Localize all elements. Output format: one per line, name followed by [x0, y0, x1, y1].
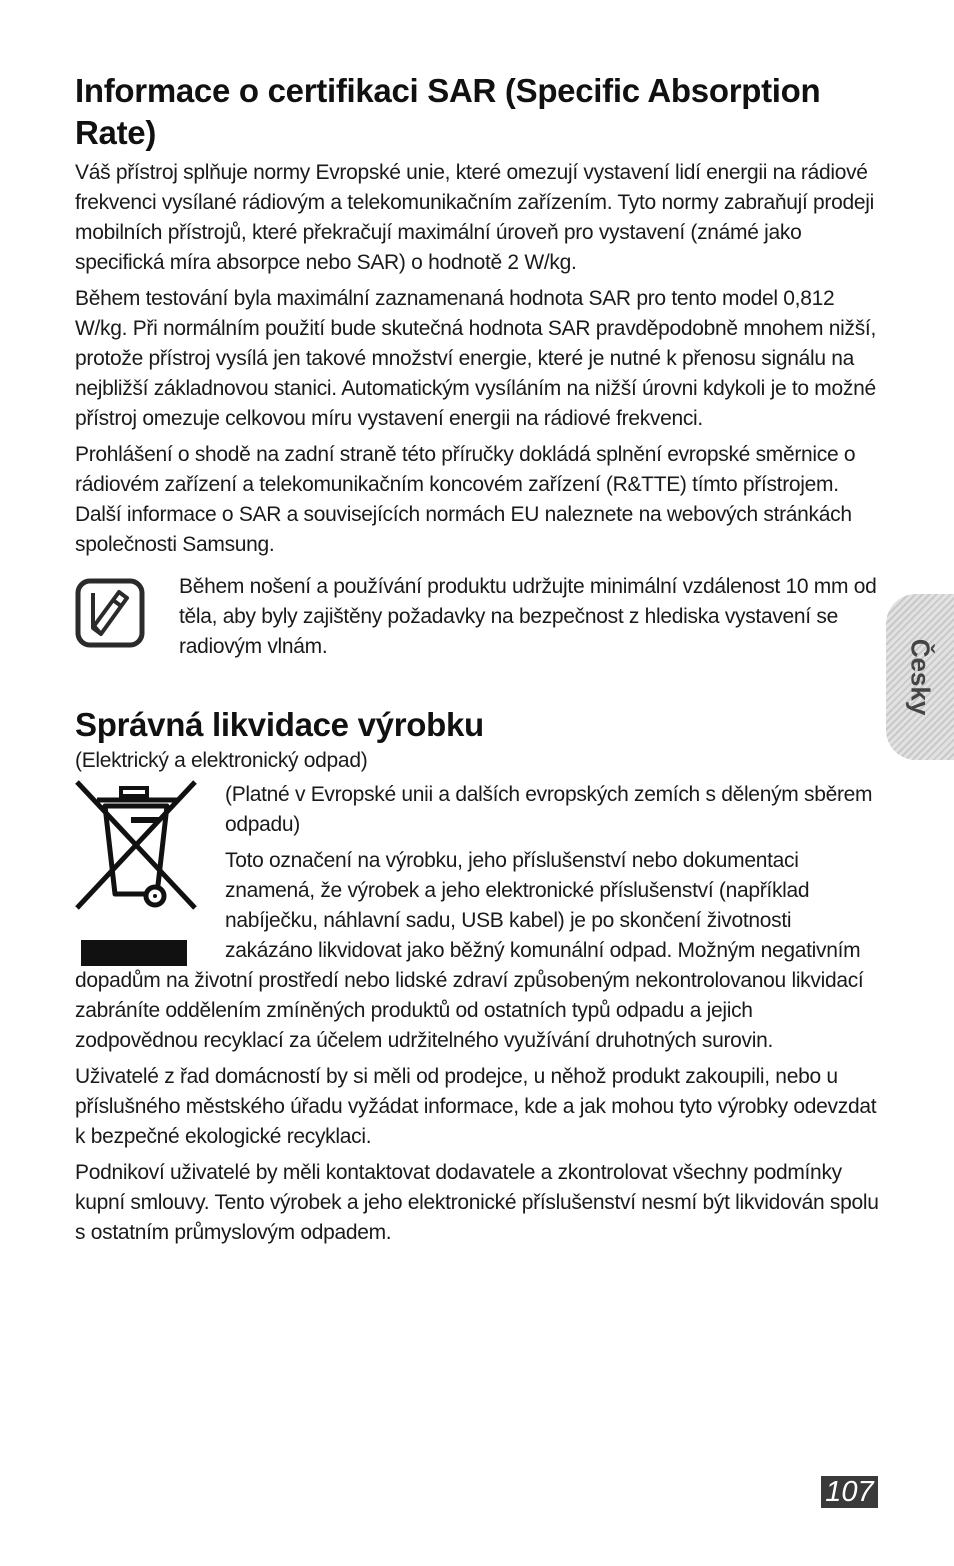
page-number: 107	[821, 1476, 878, 1508]
page-content	[75, 70, 880, 1254]
disposal-section	[75, 704, 880, 1248]
sar-paragraph-3: Prohlášení o shodě na zadní straně této příručky dokládá splnění evropské směrnice o rádiovém zařízení a telekomunikačním koncovém zařízení (R&TTE) tímto přístrojem. Další informace o SAR a souvisejících normách EU naleznete na webových stránkách společnosti Samsung.	[75, 443, 856, 556]
disposal-paragraph-3: Uživatelé z řad domácností by si měli od prodejce, u něhož produkt zakoupili, nebo u příslušného městského úřadu vyžádat informace, kde a jak mohou tyto výrobky odevzdat k bezpečné ekologické recyklaci.	[75, 1065, 877, 1148]
weee-symbol	[75, 780, 205, 966]
weee-black-bar	[81, 940, 187, 966]
sar-section-title: Informace o certifikaci SAR (Specific Absorption Rate)	[75, 72, 821, 151]
disposal-paragraph-2: Toto označení na výrobku, jeho příslušenství nebo dokumentaci znamená, že výrobek a jeho elektronické příslušenství (například nabíječku, náhlavní sadu, USB kabel) je po skončení životnosti zakázáno likvidovat jako běžný komunální odpad. Možným negativním dopadům na životní prostředí nebo lidské zdraví způsobeným nekontrolovanou likvidací zabráníte oddělením zmíněných produktů od ostatních typů odpadu a jejich zodpovědnou recyklací za účelem udržitelného využívání druhotných surovin.	[75, 849, 864, 1052]
disposal-paragraph-1: (Platné v Evropské unii a dalších evropských zemích s děleným sběrem odpadu)	[225, 783, 873, 836]
sar-note-text: Během nošení a používání produktu udržujte minimální vzdálenost 10 mm od těla, aby byly zajištěny požadavky na bezpečnost z hlediska vystavení se radiovým vlnám.	[179, 575, 877, 658]
disposal-section-title: Správná likvidace výrobku	[75, 706, 484, 743]
sar-paragraph-1: Váš přístroj splňuje normy Evropské unie, které omezují vystavení lidí energii na rádiové frekvenci vysílané rádiovým a telekomunikačním zařízením. Tyto normy zabraňují prodeji mobilních přístrojů, které překračují maximální úroveň pro vystavení (známé jako specifická míra absorpce nebo SAR) o hodnotě 2 W/kg.	[75, 161, 874, 274]
crossed-out-wheelie-bin-icon	[75, 780, 199, 910]
language-tab	[886, 594, 954, 760]
note-pencil-icon	[75, 578, 145, 648]
language-tab-label: Česky	[905, 638, 936, 716]
disposal-subtitle: (Elektrický a elektronický odpad)	[75, 749, 368, 772]
sar-note	[75, 572, 880, 662]
disposal-paragraph-4: Podnikoví uživatelé by měli kontaktovat dodavatele a zkontrolovat všechny podmínky kupní smlouvy. Tento výrobek a jeho elektronické příslušenství nesmí být likvidován spolu s ostatním průmyslovým odpadem.	[75, 1161, 879, 1244]
sar-paragraph-2: Během testování byla maximální zaznamenaná hodnota SAR pro tento model 0,812 W/kg. Při normálním použití bude skutečná hodnota SAR pravděpodobně mnohem nižší, protože přístroj vysílá jen takové množství energie, které je nutné k přenosu signálu na nejbližší základnovou stanici. Automatickým vysíláním na nižší úrovni kdykoli je to možné přístroj omezuje celkovou míru vystavení energii na rádiové frekvenci.	[75, 287, 876, 430]
